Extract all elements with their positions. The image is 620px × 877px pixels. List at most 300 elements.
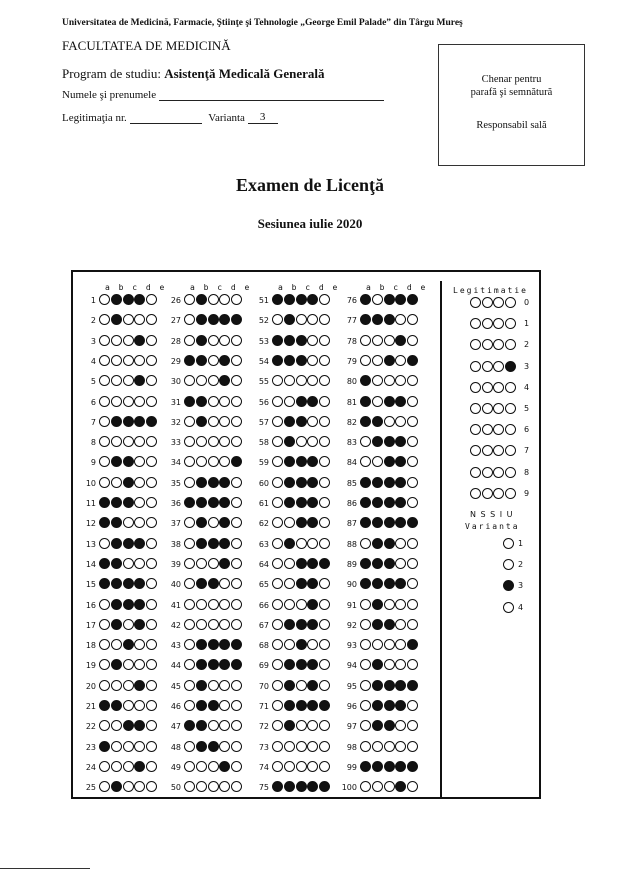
answer-bubble-a[interactable]	[99, 314, 110, 325]
legitimatie-bubble[interactable]	[505, 297, 516, 308]
answer-bubble-b[interactable]	[196, 375, 207, 386]
answer-bubble-e[interactable]	[231, 314, 242, 325]
answer-bubble-d[interactable]	[219, 700, 230, 711]
answer-bubble-e[interactable]	[319, 456, 330, 467]
answer-bubble-a[interactable]	[360, 639, 371, 650]
answer-bubble-e[interactable]	[146, 497, 157, 508]
legitimatie-bubble[interactable]	[482, 318, 493, 329]
answer-bubble-d[interactable]	[134, 659, 145, 670]
answer-bubble-e[interactable]	[319, 578, 330, 589]
answer-bubble-b[interactable]	[284, 700, 295, 711]
legitimatie-bubble[interactable]	[470, 297, 481, 308]
answer-bubble-e[interactable]	[146, 335, 157, 346]
answer-bubble-d[interactable]	[134, 619, 145, 630]
answer-bubble-a[interactable]	[99, 335, 110, 346]
answer-bubble-b[interactable]	[111, 720, 122, 731]
answer-bubble-d[interactable]	[395, 558, 406, 569]
answer-bubble-b[interactable]	[372, 538, 383, 549]
answer-bubble-b[interactable]	[111, 619, 122, 630]
answer-bubble-b[interactable]	[111, 517, 122, 528]
answer-bubble-a[interactable]	[360, 436, 371, 447]
answer-bubble-e[interactable]	[231, 396, 242, 407]
answer-bubble-a[interactable]	[360, 477, 371, 488]
answer-bubble-d[interactable]	[134, 538, 145, 549]
answer-bubble-d[interactable]	[395, 396, 406, 407]
answer-bubble-a[interactable]	[184, 294, 195, 305]
answer-bubble-b[interactable]	[111, 294, 122, 305]
answer-bubble-c[interactable]	[384, 375, 395, 386]
answer-bubble-e[interactable]	[146, 396, 157, 407]
answer-bubble-e[interactable]	[146, 720, 157, 731]
answer-bubble-e[interactable]	[231, 375, 242, 386]
answer-bubble-c[interactable]	[384, 761, 395, 772]
answer-bubble-b[interactable]	[196, 497, 207, 508]
answer-bubble-e[interactable]	[407, 639, 418, 650]
answer-bubble-a[interactable]	[272, 599, 283, 610]
answer-bubble-c[interactable]	[208, 741, 219, 752]
answer-bubble-c[interactable]	[296, 517, 307, 528]
answer-bubble-a[interactable]	[272, 659, 283, 670]
answer-bubble-a[interactable]	[184, 335, 195, 346]
answer-bubble-d[interactable]	[395, 314, 406, 325]
answer-bubble-e[interactable]	[407, 700, 418, 711]
answer-bubble-a[interactable]	[184, 578, 195, 589]
answer-bubble-b[interactable]	[196, 680, 207, 691]
answer-bubble-c[interactable]	[384, 619, 395, 630]
answer-bubble-a[interactable]	[184, 599, 195, 610]
answer-bubble-d[interactable]	[307, 700, 318, 711]
answer-bubble-a[interactable]	[272, 335, 283, 346]
answer-bubble-c[interactable]	[123, 355, 134, 366]
answer-bubble-e[interactable]	[231, 619, 242, 630]
answer-bubble-d[interactable]	[395, 761, 406, 772]
answer-bubble-b[interactable]	[196, 396, 207, 407]
answer-bubble-c[interactable]	[208, 294, 219, 305]
answer-bubble-c[interactable]	[384, 578, 395, 589]
answer-bubble-e[interactable]	[146, 456, 157, 467]
answer-bubble-a[interactable]	[272, 517, 283, 528]
answer-bubble-e[interactable]	[319, 497, 330, 508]
answer-bubble-c[interactable]	[296, 639, 307, 650]
answer-bubble-c[interactable]	[384, 314, 395, 325]
answer-bubble-b[interactable]	[372, 497, 383, 508]
answer-bubble-c[interactable]	[296, 375, 307, 386]
answer-bubble-e[interactable]	[319, 781, 330, 792]
answer-bubble-c[interactable]	[296, 781, 307, 792]
answer-bubble-d[interactable]	[134, 456, 145, 467]
answer-bubble-e[interactable]	[146, 781, 157, 792]
answer-bubble-a[interactable]	[99, 720, 110, 731]
answer-bubble-d[interactable]	[395, 335, 406, 346]
answer-bubble-d[interactable]	[219, 335, 230, 346]
answer-bubble-a[interactable]	[99, 538, 110, 549]
answer-bubble-c[interactable]	[208, 314, 219, 325]
answer-bubble-b[interactable]	[111, 375, 122, 386]
answer-bubble-c[interactable]	[296, 416, 307, 427]
answer-bubble-b[interactable]	[372, 761, 383, 772]
legitimatie-bubble[interactable]	[482, 467, 493, 478]
legitimatie-bubble[interactable]	[470, 318, 481, 329]
answer-bubble-d[interactable]	[307, 416, 318, 427]
legitimatie-bubble[interactable]	[505, 339, 516, 350]
legitimatie-bubble[interactable]	[505, 318, 516, 329]
answer-bubble-d[interactable]	[395, 416, 406, 427]
answer-bubble-e[interactable]	[146, 659, 157, 670]
answer-bubble-b[interactable]	[111, 578, 122, 589]
answer-bubble-e[interactable]	[407, 680, 418, 691]
answer-bubble-d[interactable]	[219, 538, 230, 549]
answer-bubble-c[interactable]	[208, 456, 219, 467]
answer-bubble-d[interactable]	[134, 761, 145, 772]
answer-bubble-b[interactable]	[372, 375, 383, 386]
answer-bubble-e[interactable]	[319, 680, 330, 691]
answer-bubble-d[interactable]	[307, 355, 318, 366]
answer-bubble-b[interactable]	[284, 761, 295, 772]
legitimatie-bubble[interactable]	[505, 488, 516, 499]
answer-bubble-c[interactable]	[384, 396, 395, 407]
answer-bubble-e[interactable]	[319, 335, 330, 346]
answer-bubble-b[interactable]	[284, 396, 295, 407]
answer-bubble-d[interactable]	[219, 639, 230, 650]
answer-bubble-c[interactable]	[123, 456, 134, 467]
answer-bubble-e[interactable]	[231, 659, 242, 670]
answer-bubble-b[interactable]	[196, 599, 207, 610]
answer-bubble-d[interactable]	[219, 355, 230, 366]
answer-bubble-c[interactable]	[123, 680, 134, 691]
answer-bubble-a[interactable]	[360, 396, 371, 407]
legitimatie-bubble[interactable]	[493, 382, 504, 393]
answer-bubble-e[interactable]	[319, 538, 330, 549]
answer-bubble-e[interactable]	[407, 355, 418, 366]
answer-bubble-e[interactable]	[319, 700, 330, 711]
answer-bubble-a[interactable]	[184, 619, 195, 630]
answer-bubble-d[interactable]	[307, 558, 318, 569]
answer-bubble-c[interactable]	[384, 720, 395, 731]
answer-bubble-b[interactable]	[111, 477, 122, 488]
answer-bubble-b[interactable]	[111, 700, 122, 711]
legitimatie-bubble[interactable]	[482, 403, 493, 414]
answer-bubble-b[interactable]	[372, 335, 383, 346]
answer-bubble-c[interactable]	[384, 416, 395, 427]
answer-bubble-d[interactable]	[307, 335, 318, 346]
answer-bubble-c[interactable]	[384, 680, 395, 691]
answer-bubble-c[interactable]	[208, 517, 219, 528]
answer-bubble-c[interactable]	[123, 517, 134, 528]
answer-bubble-c[interactable]	[296, 538, 307, 549]
answer-bubble-b[interactable]	[196, 294, 207, 305]
answer-bubble-c[interactable]	[208, 720, 219, 731]
legitimatie-bubble[interactable]	[493, 361, 504, 372]
answer-bubble-c[interactable]	[384, 741, 395, 752]
answer-bubble-d[interactable]	[134, 578, 145, 589]
answer-bubble-e[interactable]	[146, 680, 157, 691]
legitimatie-bubble[interactable]	[482, 382, 493, 393]
answer-bubble-e[interactable]	[407, 294, 418, 305]
answer-bubble-c[interactable]	[123, 314, 134, 325]
answer-bubble-b[interactable]	[372, 619, 383, 630]
answer-bubble-c[interactable]	[296, 335, 307, 346]
answer-bubble-c[interactable]	[384, 558, 395, 569]
answer-bubble-c[interactable]	[208, 436, 219, 447]
answer-bubble-e[interactable]	[407, 335, 418, 346]
legitimatie-bubble[interactable]	[505, 467, 516, 478]
answer-bubble-d[interactable]	[395, 599, 406, 610]
answer-bubble-a[interactable]	[99, 416, 110, 427]
answer-bubble-a[interactable]	[272, 700, 283, 711]
answer-bubble-d[interactable]	[307, 538, 318, 549]
answer-bubble-d[interactable]	[395, 781, 406, 792]
legitimatie-bubble[interactable]	[493, 467, 504, 478]
answer-bubble-d[interactable]	[219, 436, 230, 447]
answer-bubble-d[interactable]	[395, 659, 406, 670]
answer-bubble-b[interactable]	[372, 741, 383, 752]
legitimatie-bubble[interactable]	[482, 445, 493, 456]
answer-bubble-d[interactable]	[307, 639, 318, 650]
answer-bubble-b[interactable]	[284, 599, 295, 610]
answer-bubble-e[interactable]	[146, 741, 157, 752]
answer-bubble-c[interactable]	[384, 599, 395, 610]
answer-bubble-c[interactable]	[296, 355, 307, 366]
answer-bubble-b[interactable]	[372, 659, 383, 670]
answer-bubble-b[interactable]	[111, 335, 122, 346]
answer-bubble-a[interactable]	[272, 456, 283, 467]
answer-bubble-b[interactable]	[111, 436, 122, 447]
answer-bubble-c[interactable]	[208, 680, 219, 691]
answer-bubble-d[interactable]	[219, 497, 230, 508]
answer-bubble-d[interactable]	[134, 599, 145, 610]
answer-bubble-c[interactable]	[123, 639, 134, 650]
answer-bubble-c[interactable]	[123, 761, 134, 772]
answer-bubble-b[interactable]	[196, 578, 207, 589]
answer-bubble-c[interactable]	[208, 497, 219, 508]
answer-bubble-e[interactable]	[231, 355, 242, 366]
answer-bubble-d[interactable]	[219, 456, 230, 467]
answer-bubble-d[interactable]	[307, 619, 318, 630]
answer-bubble-c[interactable]	[296, 619, 307, 630]
legitimatie-bubble[interactable]	[470, 403, 481, 414]
answer-bubble-b[interactable]	[284, 456, 295, 467]
answer-bubble-d[interactable]	[219, 416, 230, 427]
answer-bubble-c[interactable]	[296, 294, 307, 305]
answer-bubble-c[interactable]	[384, 517, 395, 528]
answer-bubble-b[interactable]	[284, 639, 295, 650]
answer-bubble-c[interactable]	[208, 416, 219, 427]
answer-bubble-e[interactable]	[231, 680, 242, 691]
answer-bubble-d[interactable]	[134, 335, 145, 346]
answer-bubble-d[interactable]	[134, 741, 145, 752]
legitimatie-bubble[interactable]	[470, 467, 481, 478]
answer-bubble-a[interactable]	[184, 659, 195, 670]
legitimatie-bubble[interactable]	[470, 361, 481, 372]
answer-bubble-c[interactable]	[296, 314, 307, 325]
answer-bubble-a[interactable]	[272, 538, 283, 549]
answer-bubble-a[interactable]	[99, 639, 110, 650]
answer-bubble-e[interactable]	[146, 558, 157, 569]
answer-bubble-b[interactable]	[372, 355, 383, 366]
answer-bubble-d[interactable]	[134, 477, 145, 488]
answer-bubble-e[interactable]	[407, 761, 418, 772]
answer-bubble-d[interactable]	[219, 396, 230, 407]
answer-bubble-a[interactable]	[184, 436, 195, 447]
answer-bubble-b[interactable]	[111, 456, 122, 467]
answer-bubble-a[interactable]	[272, 497, 283, 508]
answer-bubble-b[interactable]	[284, 578, 295, 589]
answer-bubble-a[interactable]	[360, 680, 371, 691]
answer-bubble-a[interactable]	[99, 619, 110, 630]
answer-bubble-c[interactable]	[123, 781, 134, 792]
answer-bubble-a[interactable]	[184, 761, 195, 772]
answer-bubble-b[interactable]	[196, 639, 207, 650]
answer-bubble-e[interactable]	[231, 720, 242, 731]
answer-bubble-e[interactable]	[319, 375, 330, 386]
answer-bubble-d[interactable]	[219, 294, 230, 305]
answer-bubble-a[interactable]	[184, 700, 195, 711]
answer-bubble-c[interactable]	[208, 396, 219, 407]
answer-bubble-a[interactable]	[184, 396, 195, 407]
answer-bubble-e[interactable]	[146, 416, 157, 427]
answer-bubble-d[interactable]	[134, 396, 145, 407]
answer-bubble-b[interactable]	[111, 497, 122, 508]
answer-bubble-d[interactable]	[395, 355, 406, 366]
answer-bubble-a[interactable]	[184, 680, 195, 691]
answer-bubble-e[interactable]	[319, 741, 330, 752]
legitimatie-bubble[interactable]	[493, 445, 504, 456]
answer-bubble-a[interactable]	[184, 355, 195, 366]
answer-bubble-e[interactable]	[146, 538, 157, 549]
answer-bubble-e[interactable]	[146, 517, 157, 528]
answer-bubble-b[interactable]	[196, 517, 207, 528]
answer-bubble-a[interactable]	[184, 416, 195, 427]
answer-bubble-d[interactable]	[395, 456, 406, 467]
answer-bubble-d[interactable]	[134, 436, 145, 447]
answer-bubble-e[interactable]	[407, 436, 418, 447]
answer-bubble-e[interactable]	[407, 314, 418, 325]
answer-bubble-d[interactable]	[219, 314, 230, 325]
answer-bubble-e[interactable]	[231, 558, 242, 569]
answer-bubble-b[interactable]	[372, 558, 383, 569]
answer-bubble-e[interactable]	[407, 456, 418, 467]
answer-bubble-a[interactable]	[99, 477, 110, 488]
answer-bubble-b[interactable]	[284, 497, 295, 508]
answer-bubble-d[interactable]	[219, 517, 230, 528]
answer-bubble-b[interactable]	[284, 517, 295, 528]
legitimatie-bubble[interactable]	[505, 361, 516, 372]
answer-bubble-e[interactable]	[231, 578, 242, 589]
answer-bubble-c[interactable]	[384, 294, 395, 305]
answer-bubble-b[interactable]	[372, 456, 383, 467]
answer-bubble-a[interactable]	[99, 294, 110, 305]
answer-bubble-a[interactable]	[99, 680, 110, 691]
answer-bubble-e[interactable]	[231, 700, 242, 711]
answer-bubble-e[interactable]	[319, 619, 330, 630]
answer-bubble-e[interactable]	[146, 375, 157, 386]
answer-bubble-c[interactable]	[296, 497, 307, 508]
answer-bubble-a[interactable]	[360, 314, 371, 325]
answer-bubble-d[interactable]	[219, 680, 230, 691]
answer-bubble-e[interactable]	[319, 659, 330, 670]
answer-bubble-e[interactable]	[407, 781, 418, 792]
legitimatie-bubble[interactable]	[470, 488, 481, 499]
answer-bubble-c[interactable]	[296, 741, 307, 752]
answer-bubble-c[interactable]	[123, 619, 134, 630]
answer-bubble-b[interactable]	[111, 741, 122, 752]
answer-bubble-b[interactable]	[372, 294, 383, 305]
answer-bubble-a[interactable]	[272, 680, 283, 691]
varianta-bubble[interactable]	[503, 580, 514, 591]
answer-bubble-e[interactable]	[146, 700, 157, 711]
answer-bubble-c[interactable]	[208, 558, 219, 569]
answer-bubble-a[interactable]	[184, 314, 195, 325]
answer-bubble-d[interactable]	[395, 517, 406, 528]
answer-bubble-c[interactable]	[296, 680, 307, 691]
answer-bubble-e[interactable]	[231, 416, 242, 427]
answer-bubble-d[interactable]	[307, 314, 318, 325]
answer-bubble-c[interactable]	[208, 619, 219, 630]
answer-bubble-a[interactable]	[184, 375, 195, 386]
answer-bubble-e[interactable]	[231, 497, 242, 508]
answer-bubble-e[interactable]	[146, 314, 157, 325]
answer-bubble-d[interactable]	[134, 416, 145, 427]
answer-bubble-c[interactable]	[384, 456, 395, 467]
answer-bubble-c[interactable]	[123, 436, 134, 447]
answer-bubble-b[interactable]	[111, 538, 122, 549]
answer-bubble-d[interactable]	[219, 375, 230, 386]
answer-bubble-b[interactable]	[111, 639, 122, 650]
answer-bubble-e[interactable]	[146, 477, 157, 488]
answer-bubble-a[interactable]	[360, 659, 371, 670]
answer-bubble-b[interactable]	[372, 639, 383, 650]
answer-bubble-a[interactable]	[99, 741, 110, 752]
answer-bubble-a[interactable]	[360, 456, 371, 467]
answer-bubble-d[interactable]	[395, 477, 406, 488]
answer-bubble-b[interactable]	[196, 355, 207, 366]
answer-bubble-d[interactable]	[307, 720, 318, 731]
answer-bubble-e[interactable]	[146, 599, 157, 610]
answer-bubble-d[interactable]	[134, 294, 145, 305]
answer-bubble-d[interactable]	[307, 781, 318, 792]
legitimatie-bubble[interactable]	[470, 382, 481, 393]
answer-bubble-d[interactable]	[219, 578, 230, 589]
answer-bubble-a[interactable]	[360, 578, 371, 589]
answer-bubble-b[interactable]	[284, 659, 295, 670]
answer-bubble-c[interactable]	[123, 477, 134, 488]
answer-bubble-b[interactable]	[372, 314, 383, 325]
answer-bubble-a[interactable]	[99, 558, 110, 569]
answer-bubble-e[interactable]	[407, 497, 418, 508]
answer-bubble-d[interactable]	[134, 375, 145, 386]
legitimatie-bubble[interactable]	[505, 382, 516, 393]
answer-bubble-b[interactable]	[372, 781, 383, 792]
answer-bubble-d[interactable]	[307, 497, 318, 508]
answer-bubble-c[interactable]	[123, 375, 134, 386]
varianta-bubble[interactable]	[503, 538, 514, 549]
answer-bubble-d[interactable]	[307, 456, 318, 467]
answer-bubble-a[interactable]	[360, 497, 371, 508]
answer-bubble-c[interactable]	[208, 538, 219, 549]
answer-bubble-d[interactable]	[307, 375, 318, 386]
answer-bubble-a[interactable]	[184, 741, 195, 752]
answer-bubble-c[interactable]	[123, 538, 134, 549]
answer-bubble-d[interactable]	[307, 761, 318, 772]
answer-bubble-e[interactable]	[407, 416, 418, 427]
answer-bubble-d[interactable]	[134, 639, 145, 650]
answer-bubble-e[interactable]	[231, 517, 242, 528]
answer-bubble-d[interactable]	[395, 436, 406, 447]
legitimatie-bubble[interactable]	[493, 403, 504, 414]
answer-bubble-c[interactable]	[296, 599, 307, 610]
answer-bubble-a[interactable]	[272, 477, 283, 488]
answer-bubble-a[interactable]	[184, 477, 195, 488]
